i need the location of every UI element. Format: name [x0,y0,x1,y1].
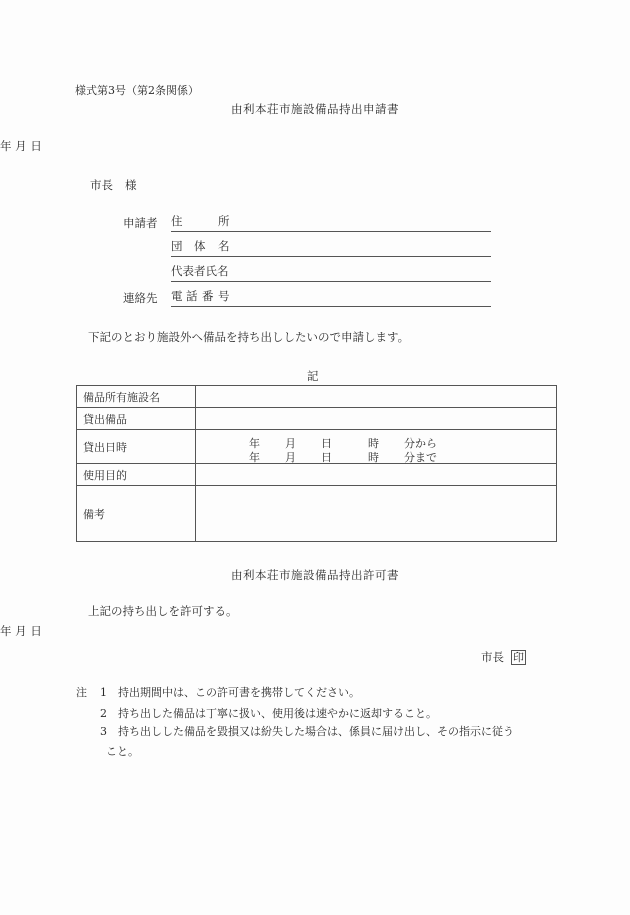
note-number: 3 [100,725,107,738]
table-row [77,408,557,430]
phone-label-char: 番 [202,289,214,303]
note-text: 持出期間中は、この許可書を携帯してください。 [118,686,360,699]
dt-to-year: 年 [249,450,260,464]
phone-label-char: 号 [218,289,230,303]
row-label: 貸出備品 [77,408,196,430]
table-row [77,486,557,542]
dt-from-day: 日 [321,436,332,450]
representative-name-field[interactable] [171,266,491,282]
loan-datetime-cell[interactable] [196,430,557,464]
note-text: 持ち出した備品は丁寧に扱い、使用後は速やかに返却すること。 [118,707,437,720]
applicant-label: 申請者 [123,216,158,230]
contact-label: 連絡先 [123,291,158,305]
phone-label-char: 電 [171,289,183,303]
signer-name: 市長 [481,650,504,664]
date-day-label: 日 [30,139,42,153]
equipment-table [76,385,557,542]
dt-to-day: 日 [321,450,332,464]
note-continuation: こと。 [106,745,139,758]
note-item [100,725,514,738]
dt-from-minute: 分から [404,436,437,450]
note-text: 持ち出しした備品を毀損又は紛失した場合は、係員に届け出し、その指示に従う [118,725,514,738]
address-field[interactable] [171,216,491,232]
dt-to-minute: 分まで [404,450,437,464]
ki-heading: 記 [307,369,319,383]
row-label: 備品所有施設名 [77,386,196,408]
application-title: 由利本荘市施設備品持出申請書 [231,102,399,116]
permit-title: 由利本荘市施設備品持出許可書 [231,568,399,582]
organization-name-field[interactable] [171,241,491,257]
table-row [77,464,557,486]
application-date [0,141,630,155]
date-day-label: 日 [30,624,42,638]
facility-name-cell[interactable] [196,386,557,408]
intro-text: 下記のとおり施設外へ備品を持ち出ししたいので申請します。 [88,330,410,344]
form-number: 様式第3号（第2条関係） [75,84,199,97]
dt-from-hour: 時 [368,436,379,450]
note-item [100,686,360,699]
org-label-char: 団 [171,239,183,253]
address-label-char: 住 [171,214,183,228]
permit-text: 上記の持ち出しを許可する。 [88,604,238,618]
dt-from-year: 年 [249,436,260,450]
notes-prefix: 注 [76,686,87,699]
seal-icon: 印 [513,651,524,664]
org-label-char: 名 [218,239,230,253]
loan-items-cell[interactable] [196,408,557,430]
phone-number-field[interactable] [171,291,491,307]
address-label-char: 所 [218,214,230,228]
honorific: 様 [125,178,137,192]
dt-from-month: 月 [285,436,296,450]
note-item [100,707,437,720]
row-label: 備考 [77,486,196,542]
addressee-name: 市長 [90,178,113,192]
note-number: 2 [100,707,107,720]
row-label: 使用目的 [77,464,196,486]
date-year-label: 年 [0,624,12,638]
representative-label: 代表者氏名 [171,264,229,278]
permit-date [0,626,630,640]
remarks-cell[interactable] [196,486,557,542]
mayor-signature [481,650,526,665]
org-label-char: 体 [194,239,206,253]
phone-label-char: 話 [186,289,198,303]
dt-to-month: 月 [285,450,296,464]
date-month-label: 月 [15,139,27,153]
date-year-label: 年 [0,139,12,153]
dt-to-hour: 時 [368,450,379,464]
date-month-label: 月 [15,624,27,638]
table-row [77,430,557,464]
note-number: 1 [100,686,107,699]
table-row [77,386,557,408]
row-label: 貸出日時 [77,430,196,464]
purpose-cell[interactable] [196,464,557,486]
addressee [90,180,137,192]
